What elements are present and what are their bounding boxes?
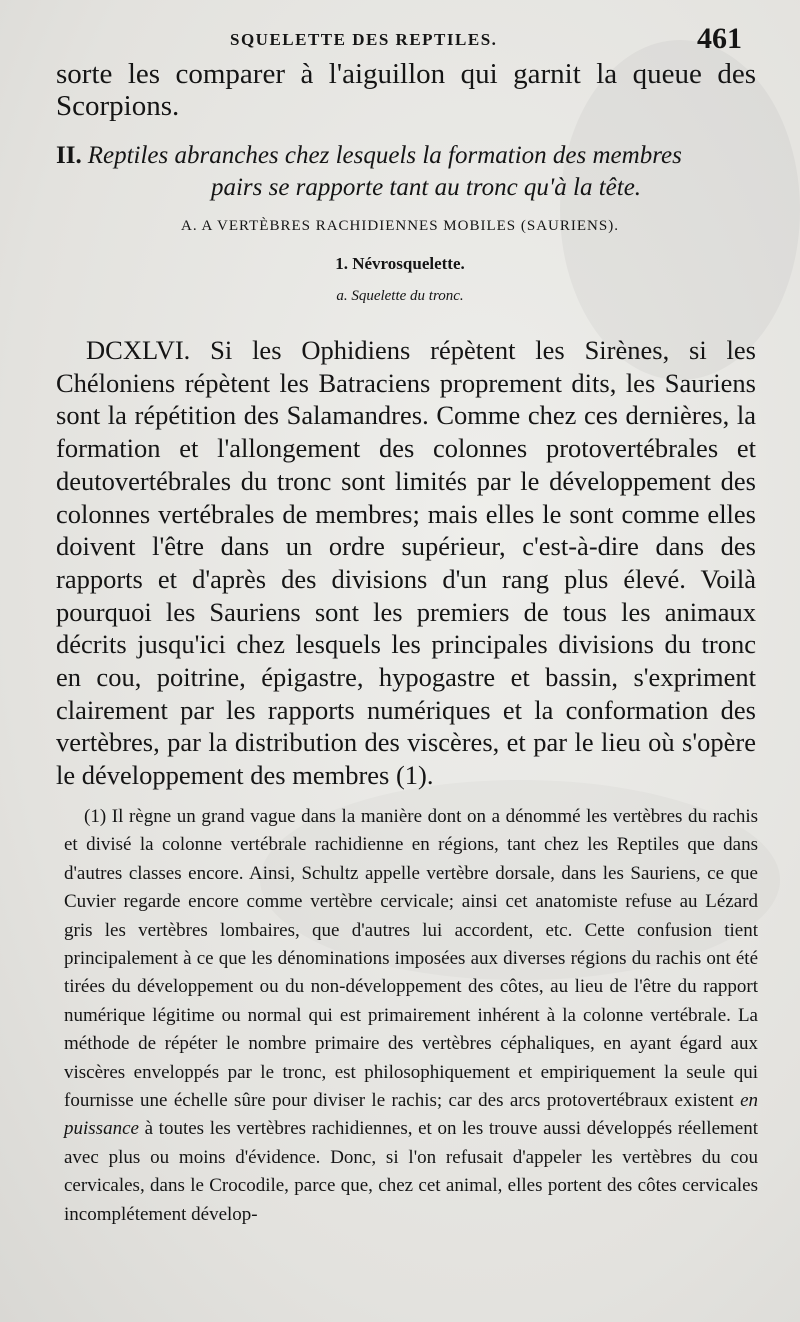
- page-number: 461: [697, 22, 742, 55]
- main-paragraph: DCXLVI. Si les Ophidiens répètent les Sirènes, si les Chéloniens répètent les Batraciens proprement dits, les Sauriens sont la répétition des Salamandres. Comme chez ces dernières, la formation et l'allongement des colonnes protovertébrales et deutovertébrales du tronc sont limités par le développement des colonnes vertébrales de membres; mais elles le sont comme elles doivent l'être dans un ordre supérieur, c'est-à-dire dans des rapports et d'après des divisions d'un rang plus élevé. Voilà pourquoi les Sauriens sont les premiers de tous les animaux décrits jusqu'ici chez lesquels les principales divisions du tronc en cou, poitrine, épigastre, hypogastre et bassin, s'expriment clairement par les rapports numériques et la conformation des vertèbres, par la distribution des viscères, et par le lieu où s'opère le développement des membres (1).: [56, 335, 756, 791]
- footnote: [64, 803, 758, 1229]
- footnote-text-part1: (1) Il règne un grand vague dans la manière dont on a dénommé les vertèbres du rachis et divisé la colonne vertébrale rachidienne en régions, tant chez les Reptiles que dans d'autres classes encore. Ainsi, Schultz appelle vertèbre dorsale, dans les Sauriens, ce que Cuvier regarde encore comme vertèbre cervicale; ainsi cet anatomiste refuse au Lézard gris les vertèbres lombaires, que d'autres lui accordent, etc. Cette confusion tient principalement à ce que les dénominations imposées aux diverses régions du rachis ont été tirées du développement ou du non-développement des côtes, au lieu de l'être du rapport numérique légitime ou normal qui est primairement inhérent à la colonne vertébrale. La méthode de répéter le nombre primaire des vertèbres céphaliques, en ayant égard aux viscères enveloppés par le tronc, est philosophiquement et empiriquement la seule qui fournisse une échelle sûre pour diviser le rachis; car des arcs protovertébraux existent: [64, 806, 758, 1112]
- section-heading: [56, 140, 756, 204]
- subsection-heading-a: A. A VERTÈBRES RACHIDIENNES MOBILES (SAURIENS).: [181, 218, 619, 234]
- subsection-heading-1: 1. Névrosquelette.: [335, 254, 465, 273]
- section-number: II.: [56, 142, 82, 169]
- footnote-emphasis: en puissance: [64, 1090, 758, 1140]
- page-header: [0, 22, 800, 62]
- section-title-line1: Reptiles abranches chez lesquels la formation des membres: [87, 142, 682, 169]
- subsection-heading-alpha: a. Squelette du tronc.: [336, 288, 464, 304]
- running-title: SQUELETTE DES REPTILES.: [230, 30, 498, 49]
- footnote-text-part2: à toutes les vertèbres rachidiennes, et on les trouve aussi développés réellement avec plus ou moins d'évidence. Donc, si l'on refusait d'appeler les vertèbres du cou cervicales, dans le Crocodile, parce que, chez cet animal, elles portent des côtes cervicales incomplétement dévelop-: [64, 1118, 758, 1225]
- continued-paragraph: sorte les comparer à l'aiguillon qui garnit la queue des Scorpions.: [56, 58, 756, 122]
- section-title-line2: pairs se rapporte tant au tronc qu'à la tête.: [210, 174, 642, 201]
